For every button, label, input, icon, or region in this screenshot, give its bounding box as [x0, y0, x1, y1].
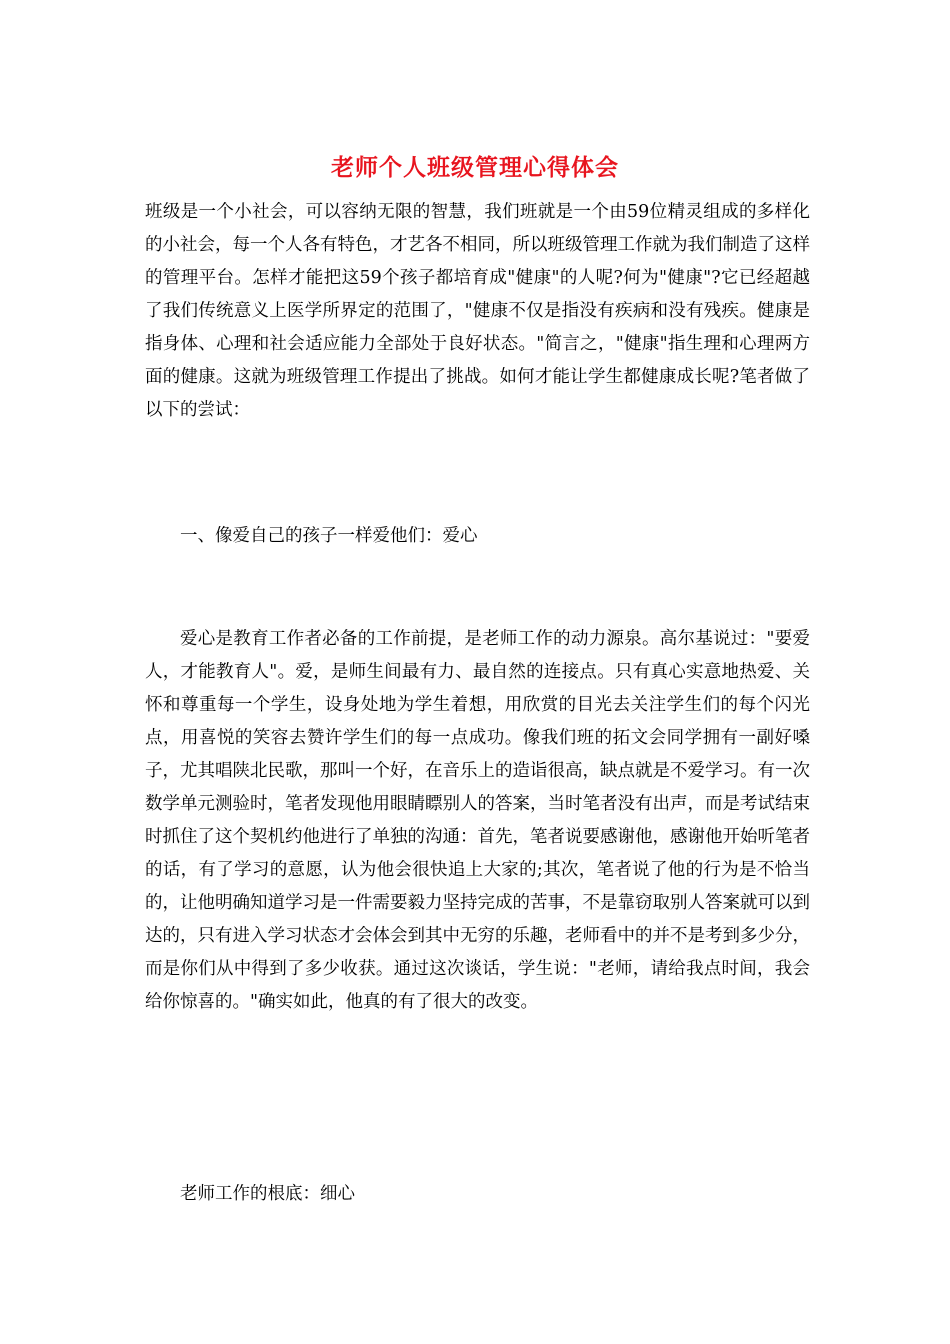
document-title: 老师个人班级管理心得体会 [331, 154, 619, 181]
intro-paragraph: 班级是一个小社会，可以容纳无限的智慧，我们班就是一个由59位精灵组成的多样化的小社会，每一个人各有特色，才艺各不相同，所以班级管理工作就为我们制造了这样的管理平台。怎样才能把这59个孩子都培育成"健康"的人呢?何为"健康"?它已经超越了我们传统意义上医学所界定的范围了，"健康不仅是指没有疾病和没有残疾。健康是指身体、心理和社会适应能力全部处于良好状态。"简言之，"健康"指生理和心理两方面的健康。这就为班级管理工作提出了挑战。如何才能让学生都健康成长呢?笔者做了以下的尝试： [145, 202, 810, 420]
section-heading-love: 一、像爱自己的孩子一样爱他们：爱心 [180, 526, 478, 546]
section-heading-care: 老师工作的根底：细心 [180, 1184, 355, 1204]
love-paragraph: 爱心是教育工作者必备的工作前提，是老师工作的动力源泉。高尔基说过："要爱人，才能教育人"。爱，是师生间最有力、最自然的连接点。只有真心实意地热爱、关怀和尊重每一个学生，设身处地为学生着想，用欣赏的目光去关注学生们的每个闪光点，用喜悦的笑容去赞许学生们的每一点成功。像我们班的拓文会同学拥有一副好嗓子，尤其唱陕北民歌，那叫一个好，在音乐上的造诣很高，缺点就是不爱学习。有一次数学单元测验时，笔者发现他用眼睛瞟别人的答案，当时笔者没有出声，而是考试结束时抓住了这个契机约他进行了单独的沟通：首先，笔者说要感谢他，感谢他开始听笔者的话，有了学习的意愿，认为他会很快追上大家的;其次，笔者说了他的行为是不恰当的，让他明确知道学习是一件需要毅力坚持完成的苦事，不是靠窃取别人答案就可以到达的，只有进入学习状态才会体会到其中无穷的乐趣，老师看中的并不是考到多少分，而是你们从中得到了多少收获。通过这次谈话，学生说："老师，请给我点时间，我会给你惊喜的。"确实如此，他真的有了很大的改变。 [145, 629, 810, 1012]
